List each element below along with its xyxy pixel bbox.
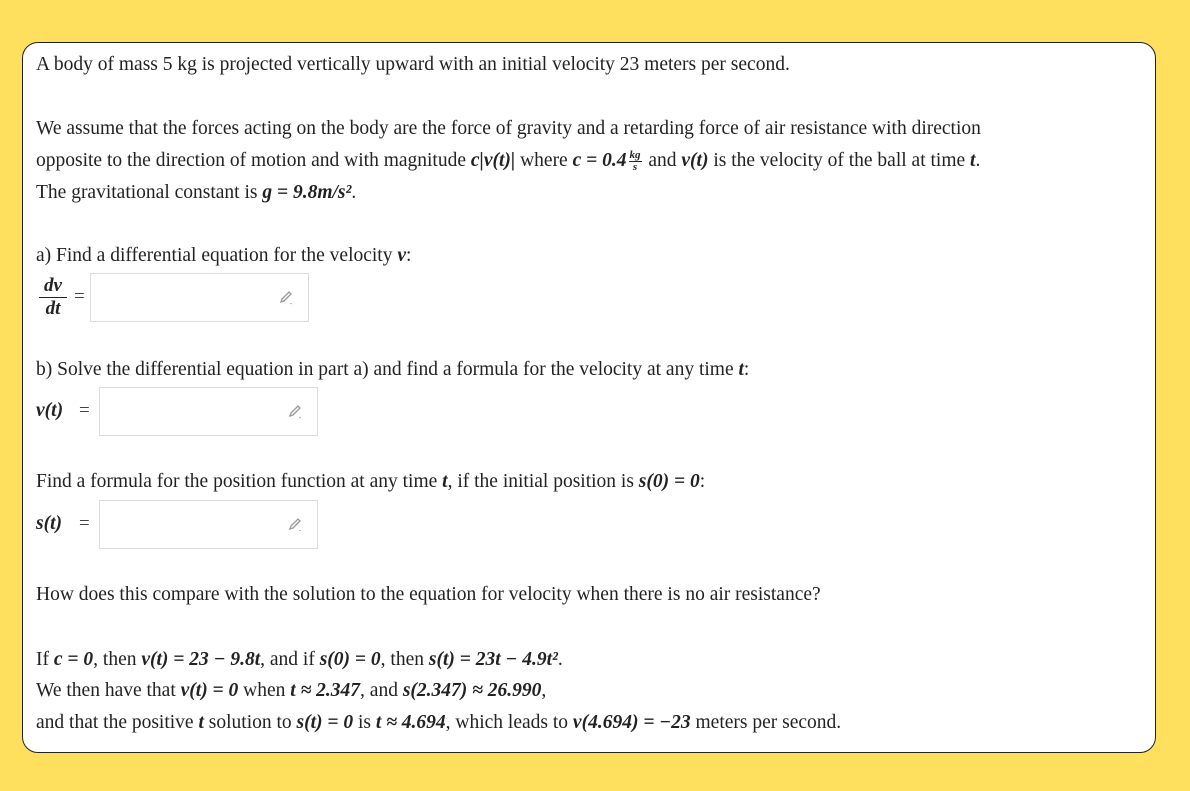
assumption-line-2: opposite to the direction of motion and with magnitude c|v(t)| where c = 0.4 $\frac{kg}{s}$ and v(t) is the velocity of the ball at time t. [36, 149, 981, 174]
pencil-dropdown-icon[interactable] [287, 402, 305, 420]
part-a-prompt: a) Find a differential equation for the velocity v: [36, 245, 412, 266]
part-a-equals: = [74, 286, 85, 307]
pencil-dropdown-icon[interactable] [287, 515, 305, 533]
compare-line-2: We then have that v(t) = 0 when t ≈ 2.347, and s(2.347) ≈ 26.990, [36, 680, 547, 701]
problem-card [22, 42, 1156, 753]
problem-intro: A body of mass 5 kg is projected vertically upward with an initial velocity 23 meters per second. [36, 54, 790, 75]
part-a-answer-input[interactable] [90, 273, 309, 322]
compare-line-3: and that the positive t solution to s(t) = 0 is t ≈ 4.694, which leads to v(4.694) = −23 meters per second. [36, 712, 842, 733]
compare-line-1: If c = 0, then v(t) = 23 − 9.8t, and if s(0) = 0, then s(t) = 23t − 4.9t². [36, 649, 563, 670]
gravity-line: The gravitational constant is g = 9.8m/s². [36, 182, 357, 203]
part-b-answer-input[interactable] [99, 387, 318, 436]
s-of-t-label: s(t) [36, 513, 62, 534]
compare-question: How does this compare with the solution to the equation for velocity when there is no air resistance? [36, 584, 821, 605]
part-b-prompt: b) Solve the differential equation in part a) and find a formula for the velocity at any time t: [36, 359, 750, 380]
assumption-line-1: We assume that the forces acting on the body are the force of gravity and a retarding force of air resistance with direction [36, 118, 981, 139]
pencil-dropdown-icon[interactable] [278, 288, 296, 306]
v-of-t-label: v(t) [36, 400, 64, 421]
part-c-answer-input[interactable] [99, 500, 318, 549]
units-fraction: $\frac{kg}{s}$ [629, 149, 641, 174]
part-c-equals: = [79, 513, 90, 534]
dv-dt-fraction: $\frac{dv}{dt}$ [39, 275, 67, 320]
part-c-prompt: Find a formula for the position function at any time t, if the initial position is s(0) = 0: [36, 471, 706, 492]
part-b-equals: = [79, 400, 90, 421]
